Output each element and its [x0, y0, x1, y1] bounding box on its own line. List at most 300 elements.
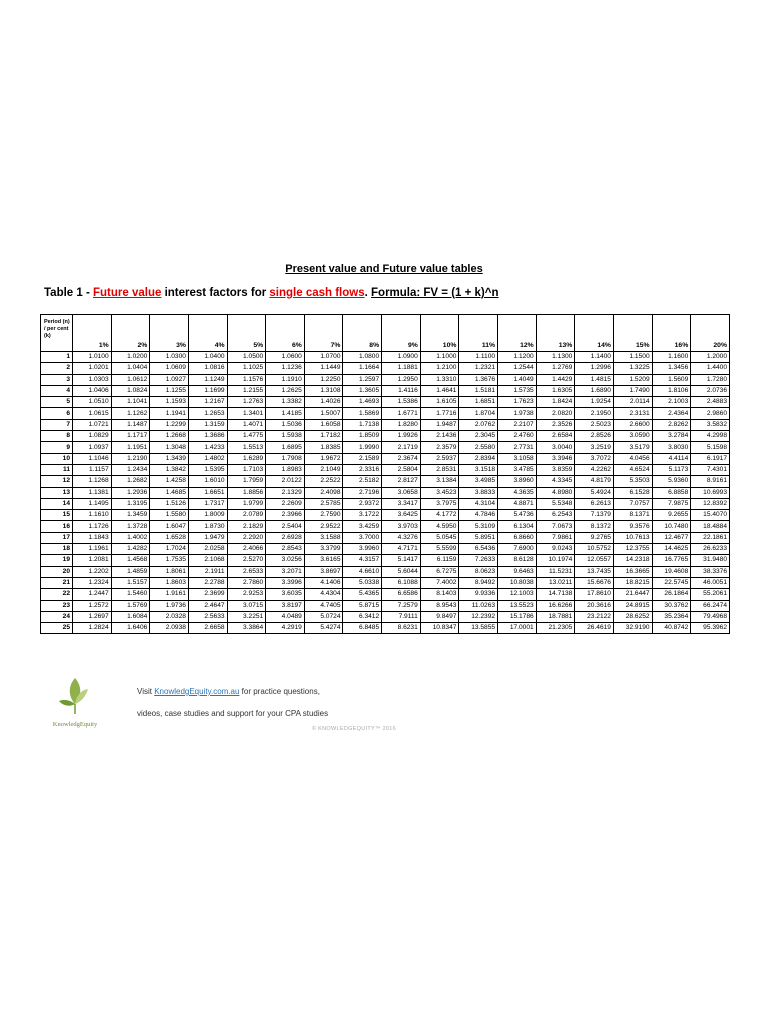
document-title: Present value and Future value tables: [285, 263, 483, 275]
factor-cell: 46.0051: [691, 577, 730, 588]
table-row: [41, 532, 730, 543]
factor-cell: 1.2250: [304, 374, 343, 385]
factor-cell: 5.8715: [343, 600, 382, 611]
factor-cell: 4.2262: [575, 464, 614, 475]
factor-cell: 1.7959: [227, 476, 266, 487]
period-cell: 25: [41, 623, 73, 634]
factor-cell: 1.6528: [150, 532, 189, 543]
factor-cell: 1.1610: [73, 510, 112, 521]
factor-cell: 28.6252: [613, 611, 652, 622]
factor-cell: 2.3526: [536, 419, 575, 430]
factor-cell: 13.5523: [498, 600, 537, 611]
factor-cell: 1.3310: [420, 374, 459, 385]
factor-cell: 10.6993: [691, 487, 730, 498]
factor-cell: 2.9372: [343, 498, 382, 509]
factor-cell: 1.2668: [150, 431, 189, 442]
factor-cell: 8.9492: [459, 577, 498, 588]
knowledgequity-link[interactable]: KnowledgEquity.com.au: [154, 687, 240, 696]
factor-cell: 1.6406: [111, 623, 150, 634]
factor-cell: 5.0724: [304, 611, 343, 622]
factor-cell: 14.7138: [536, 589, 575, 600]
table-row: [41, 374, 730, 385]
factor-cell: 13.5855: [459, 623, 498, 634]
period-cell: 10: [41, 453, 73, 464]
factor-cell: 1.1593: [150, 397, 189, 408]
factor-cell: 1.1699: [188, 385, 227, 396]
factor-cell: 4.0456: [613, 453, 652, 464]
factor-cell: 1.2996: [575, 363, 614, 374]
factor-cell: 18.8215: [613, 577, 652, 588]
factor-cell: 1.9799: [227, 498, 266, 509]
factor-cell: 2.3674: [382, 453, 421, 464]
factor-cell: 3.8359: [536, 464, 575, 475]
factor-cell: 7.1379: [575, 510, 614, 521]
factor-cell: 1.9990: [343, 442, 382, 453]
factor-cell: 1.4815: [575, 374, 614, 385]
factor-cell: 3.2784: [652, 431, 691, 442]
factor-cell: 10.8038: [498, 577, 537, 588]
period-cell: 2: [41, 363, 73, 374]
factor-cell: 2.4883: [691, 397, 730, 408]
factor-cell: 3.6165: [304, 555, 343, 566]
factor-cell: 3.8960: [498, 476, 537, 487]
factor-cell: 2.0328: [150, 611, 189, 622]
factor-cell: 1.0500: [227, 352, 266, 363]
factor-cell: 1.8009: [188, 510, 227, 521]
factor-cell: 2.3699: [188, 589, 227, 600]
factor-cell: 7.6900: [498, 544, 537, 555]
factor-cell: 1.0800: [343, 352, 382, 363]
caption-future-value: Future value: [93, 287, 162, 299]
factor-cell: 3.3946: [536, 453, 575, 464]
period-cell: 13: [41, 487, 73, 498]
factor-cell: 6.7275: [420, 566, 459, 577]
factor-cell: 1.5181: [459, 385, 498, 396]
factor-cell: 1.6895: [266, 442, 305, 453]
table-row: [41, 385, 730, 396]
factor-cell: 4.7846: [459, 510, 498, 521]
factor-cell: 1.8509: [343, 431, 382, 442]
factor-cell: 1.3676: [459, 374, 498, 385]
factor-cell: 4.2998: [691, 431, 730, 442]
factor-cell: 1.2950: [382, 374, 421, 385]
factor-cell: 1.1268: [73, 476, 112, 487]
rate-header: 12%: [498, 315, 537, 352]
factor-cell: 1.8424: [536, 397, 575, 408]
factor-cell: 4.8871: [498, 498, 537, 509]
factor-cell: 5.1173: [652, 464, 691, 475]
table-row: [41, 510, 730, 521]
table-body: [41, 352, 730, 634]
factor-cell: 1.2597: [343, 374, 382, 385]
factor-cell: 3.4785: [498, 464, 537, 475]
factor-cell: 15.4070: [691, 510, 730, 521]
factor-cell: 2.0122: [266, 476, 305, 487]
factor-cell: 2.1329: [266, 487, 305, 498]
factor-cell: 1.3459: [111, 510, 150, 521]
factor-cell: 1.6010: [188, 476, 227, 487]
logo-wordmark: KnowledgEquity: [52, 721, 98, 728]
factor-cell: 6.2543: [536, 510, 575, 521]
factor-cell: 12.0557: [575, 555, 614, 566]
factor-cell: 1.3401: [227, 408, 266, 419]
factor-cell: 6.8485: [343, 623, 382, 634]
period-cell: 9: [41, 442, 73, 453]
factor-cell: 1.8280: [382, 419, 421, 430]
period-cell: 20: [41, 566, 73, 577]
factor-cell: 1.4568: [111, 555, 150, 566]
factor-cell: 17.0001: [498, 623, 537, 634]
factor-cell: 1.2100: [420, 363, 459, 374]
factor-cell: 5.4924: [575, 487, 614, 498]
factor-cell: 1.8603: [150, 577, 189, 588]
factor-cell: 3.5832: [691, 419, 730, 430]
factor-cell: 4.4304: [304, 589, 343, 600]
factor-cell: 2.9860: [691, 408, 730, 419]
factor-cell: 1.0406: [73, 385, 112, 396]
table-row: [41, 464, 730, 475]
factor-cell: 1.2321: [459, 363, 498, 374]
factor-cell: 7.4002: [420, 577, 459, 588]
factor-cell: 1.7490: [613, 385, 652, 396]
factor-cell: 9.2765: [575, 532, 614, 543]
factor-cell: 1.5609: [652, 374, 691, 385]
factor-cell: 3.4259: [343, 521, 382, 532]
factor-cell: 1.8061: [150, 566, 189, 577]
factor-cell: 1.3728: [111, 521, 150, 532]
factor-cell: 2.0789: [227, 510, 266, 521]
factor-cell: 1.0303: [73, 374, 112, 385]
factor-cell: 1.5938: [266, 431, 305, 442]
factor-cell: 2.5785: [304, 498, 343, 509]
factor-cell: 2.8543: [266, 544, 305, 555]
factor-cell: 1.2167: [188, 397, 227, 408]
factor-cell: 4.2919: [266, 623, 305, 634]
factor-cell: 8.0623: [459, 566, 498, 577]
factor-cell: 1.0615: [73, 408, 112, 419]
factor-cell: 18.4884: [691, 521, 730, 532]
caption-mid: interest factors for: [161, 287, 270, 299]
factor-cell: 3.7000: [343, 532, 382, 543]
period-cell: 21: [41, 577, 73, 588]
factor-cell: 1.4802: [188, 453, 227, 464]
rate-header: 2%: [111, 315, 150, 352]
period-cell: 19: [41, 555, 73, 566]
factor-cell: 1.7716: [420, 408, 459, 419]
factor-cell: 2.5404: [266, 521, 305, 532]
factor-cell: 31.9480: [691, 555, 730, 566]
footer-visit: Visit: [137, 687, 155, 696]
factor-cell: 3.6035: [266, 589, 305, 600]
factor-cell: 22.1861: [691, 532, 730, 543]
factor-cell: 1.1717: [111, 431, 150, 442]
rate-header: 9%: [382, 315, 421, 352]
factor-cell: 2.0258: [188, 544, 227, 555]
factor-cell: 1.3842: [150, 464, 189, 475]
factor-cell: 15.1786: [498, 611, 537, 622]
factor-cell: 4.0489: [266, 611, 305, 622]
factor-cell: 1.1664: [343, 363, 382, 374]
factor-cell: 3.2251: [227, 611, 266, 622]
factor-cell: 66.2474: [691, 600, 730, 611]
factor-cell: 1.1041: [111, 397, 150, 408]
factor-cell: 1.4400: [691, 363, 730, 374]
factor-cell: 4.3635: [498, 487, 537, 498]
factor-cell: 1.0600: [266, 352, 305, 363]
factor-cell: 1.1941: [150, 408, 189, 419]
factor-cell: 1.8704: [459, 408, 498, 419]
factor-cell: 1.4693: [343, 397, 382, 408]
factor-cell: 2.7196: [343, 487, 382, 498]
factor-cell: 1.7182: [304, 431, 343, 442]
factor-cell: 9.3576: [613, 521, 652, 532]
factor-cell: 3.0658: [382, 487, 421, 498]
factor-cell: 13.7435: [575, 566, 614, 577]
factor-cell: 3.0040: [536, 442, 575, 453]
table-row: [41, 611, 730, 622]
period-cell: 8: [41, 431, 73, 442]
factor-cell: 7.0757: [613, 498, 652, 509]
factor-cell: 1.5769: [111, 600, 150, 611]
factor-cell: 3.6425: [382, 510, 421, 521]
table-row: [41, 408, 730, 419]
factor-cell: 5.8951: [459, 532, 498, 543]
factor-cell: 1.5460: [111, 589, 150, 600]
factor-cell: 1.5580: [150, 510, 189, 521]
factor-cell: 5.1417: [382, 555, 421, 566]
factor-cell: 6.1304: [498, 521, 537, 532]
factor-cell: 32.9190: [613, 623, 652, 634]
factor-cell: 2.8526: [575, 431, 614, 442]
rate-header: 7%: [304, 315, 343, 352]
factor-cell: 3.9703: [382, 521, 421, 532]
factor-cell: 1.1843: [73, 532, 112, 543]
factor-cell: 4.3345: [536, 476, 575, 487]
factor-cell: 1.0721: [73, 419, 112, 430]
factor-cell: 2.7590: [304, 510, 343, 521]
rate-header: 5%: [227, 315, 266, 352]
factor-cell: 9.2655: [652, 510, 691, 521]
factor-cell: 1.2202: [73, 566, 112, 577]
factor-cell: 1.4859: [111, 566, 150, 577]
factor-cell: 2.9253: [227, 589, 266, 600]
factor-cell: 1.6058: [304, 419, 343, 430]
factor-cell: 2.3579: [420, 442, 459, 453]
factor-cell: 1.1910: [266, 374, 305, 385]
factor-cell: 2.5580: [459, 442, 498, 453]
factor-cell: 4.3157: [343, 555, 382, 566]
factor-cell: 1.6105: [420, 397, 459, 408]
factor-cell: 4.6524: [613, 464, 652, 475]
factor-cell: 1.3195: [111, 498, 150, 509]
factor-cell: 2.4647: [188, 600, 227, 611]
rate-header: 20%: [691, 315, 730, 352]
factor-cell: 2.6600: [613, 419, 652, 430]
factor-cell: 1.1200: [498, 352, 537, 363]
period-cell: 18: [41, 544, 73, 555]
factor-cell: 35.2364: [652, 611, 691, 622]
period-cell: 16: [41, 521, 73, 532]
factor-cell: 16.7765: [652, 555, 691, 566]
factor-cell: 5.3503: [613, 476, 652, 487]
factor-cell: 2.1068: [188, 555, 227, 566]
factor-cell: 1.4116: [382, 385, 421, 396]
factor-cell: 1.7623: [498, 397, 537, 408]
factor-cell: 1.2824: [73, 623, 112, 634]
factor-cell: 11.0263: [459, 600, 498, 611]
factor-cell: 1.5735: [498, 385, 537, 396]
factor-cell: 1.0609: [150, 363, 189, 374]
factor-cell: 1.1951: [111, 442, 150, 453]
factor-cell: 2.9522: [304, 521, 343, 532]
factor-cell: 1.9736: [150, 600, 189, 611]
factor-cell: 1.2000: [691, 352, 730, 363]
factor-cell: 9.9336: [459, 589, 498, 600]
factor-cell: 21.6447: [613, 589, 652, 600]
factor-cell: 1.1881: [382, 363, 421, 374]
factor-cell: 1.1726: [73, 521, 112, 532]
factor-cell: 9.8497: [420, 611, 459, 622]
factor-cell: 1.8856: [227, 487, 266, 498]
factor-cell: 5.0338: [343, 577, 382, 588]
rate-header: 10%: [420, 315, 459, 352]
factor-cell: 1.5869: [343, 408, 382, 419]
factor-cell: 1.9254: [575, 397, 614, 408]
factor-cell: 1.2447: [73, 589, 112, 600]
factor-cell: 1.7535: [150, 555, 189, 566]
factor-cell: 12.4677: [652, 532, 691, 543]
factor-cell: 1.8983: [266, 464, 305, 475]
factor-cell: 1.1449: [304, 363, 343, 374]
factor-cell: 3.0590: [613, 431, 652, 442]
factor-cell: 1.1400: [575, 352, 614, 363]
factor-cell: 11.5231: [536, 566, 575, 577]
factor-cell: 26.1864: [652, 589, 691, 600]
factor-cell: 3.8030: [652, 442, 691, 453]
factor-cell: 1.1236: [266, 363, 305, 374]
factor-cell: 5.1598: [691, 442, 730, 453]
factor-cell: 3.8697: [304, 566, 343, 577]
factor-cell: 1.3108: [304, 385, 343, 396]
factor-cell: 12.8392: [691, 498, 730, 509]
factor-cell: 3.4985: [459, 476, 498, 487]
factor-cell: 1.6305: [536, 385, 575, 396]
period-cell: 15: [41, 510, 73, 521]
table-row: [41, 487, 730, 498]
table-row: [41, 521, 730, 532]
factor-cell: 1.6047: [150, 521, 189, 532]
factor-cell: 12.1003: [498, 589, 537, 600]
factor-cell: 2.3966: [266, 510, 305, 521]
factor-cell: 2.5182: [343, 476, 382, 487]
table-row: [41, 431, 730, 442]
table-row: [41, 555, 730, 566]
table-caption: [44, 287, 499, 299]
period-cell: 14: [41, 498, 73, 509]
factor-cell: 1.7024: [150, 544, 189, 555]
factor-cell: 6.3412: [343, 611, 382, 622]
factor-cell: 4.1406: [304, 577, 343, 588]
factor-cell: 3.8197: [266, 600, 305, 611]
table-row: [41, 363, 730, 374]
factor-cell: 1.7908: [266, 453, 305, 464]
table-row: [41, 476, 730, 487]
knowledgequity-logo: [44, 672, 106, 732]
factor-cell: 1.1157: [73, 464, 112, 475]
factor-cell: 2.6658: [188, 623, 227, 634]
factor-cell: 1.8730: [188, 521, 227, 532]
footer-line-1: [137, 687, 320, 696]
factor-cell: 2.3316: [343, 464, 382, 475]
factor-cell: 2.1049: [304, 464, 343, 475]
factor-cell: 1.8106: [652, 385, 691, 396]
rate-header: 3%: [150, 315, 189, 352]
factor-cell: 1.5126: [150, 498, 189, 509]
factor-cell: 10.8347: [420, 623, 459, 634]
factor-cell: 1.3605: [343, 385, 382, 396]
factor-cell: 2.8262: [652, 419, 691, 430]
factor-cell: 6.2613: [575, 498, 614, 509]
factor-cell: 1.3159: [188, 419, 227, 430]
factor-cell: 3.1384: [420, 476, 459, 487]
factor-cell: 7.9875: [652, 498, 691, 509]
factor-cell: 1.4429: [536, 374, 575, 385]
factor-cell: 5.4736: [498, 510, 537, 521]
factor-cell: 1.5157: [111, 577, 150, 588]
factor-cell: 1.1961: [73, 544, 112, 555]
factor-cell: 1.0829: [73, 431, 112, 442]
factor-cell: 3.4523: [420, 487, 459, 498]
factor-cell: 2.4364: [652, 408, 691, 419]
factor-cell: 2.0820: [536, 408, 575, 419]
factor-cell: 1.0937: [73, 442, 112, 453]
factor-cell: 7.9111: [382, 611, 421, 622]
factor-cell: 1.6890: [575, 385, 614, 396]
factor-cell: 2.0114: [613, 397, 652, 408]
factor-cell: 1.6851: [459, 397, 498, 408]
factor-cell: 2.6533: [227, 566, 266, 577]
factor-cell: 6.1088: [382, 577, 421, 588]
factor-cell: 1.3225: [613, 363, 652, 374]
factor-cell: 1.4002: [111, 532, 150, 543]
factor-cell: 8.1371: [613, 510, 652, 521]
factor-cell: 1.3686: [188, 431, 227, 442]
factor-cell: 10.7613: [613, 532, 652, 543]
caption-single-cash-flows: single cash flows: [269, 287, 365, 299]
factor-cell: 1.5395: [188, 464, 227, 475]
factor-cell: 1.1600: [652, 352, 691, 363]
factor-cell: 22.5745: [652, 577, 691, 588]
factor-cell: 7.2633: [459, 555, 498, 566]
factor-cell: 1.5386: [382, 397, 421, 408]
factor-cell: 1.0404: [111, 363, 150, 374]
factor-cell: 1.4775: [227, 431, 266, 442]
factor-cell: 1.2155: [227, 385, 266, 396]
factor-cell: 1.1495: [73, 498, 112, 509]
future-value-table: [40, 314, 730, 634]
factor-cell: 4.8980: [536, 487, 575, 498]
factor-cell: 8.6128: [498, 555, 537, 566]
table-row: [41, 589, 730, 600]
factor-cell: 1.9738: [498, 408, 537, 419]
factor-cell: 1.6771: [382, 408, 421, 419]
factor-cell: 2.2788: [188, 577, 227, 588]
factor-cell: 1.1025: [227, 363, 266, 374]
factor-cell: 13.0211: [536, 577, 575, 588]
factor-cell: 18.7881: [536, 611, 575, 622]
factor-cell: 5.5599: [420, 544, 459, 555]
factor-cell: 4.4114: [652, 453, 691, 464]
